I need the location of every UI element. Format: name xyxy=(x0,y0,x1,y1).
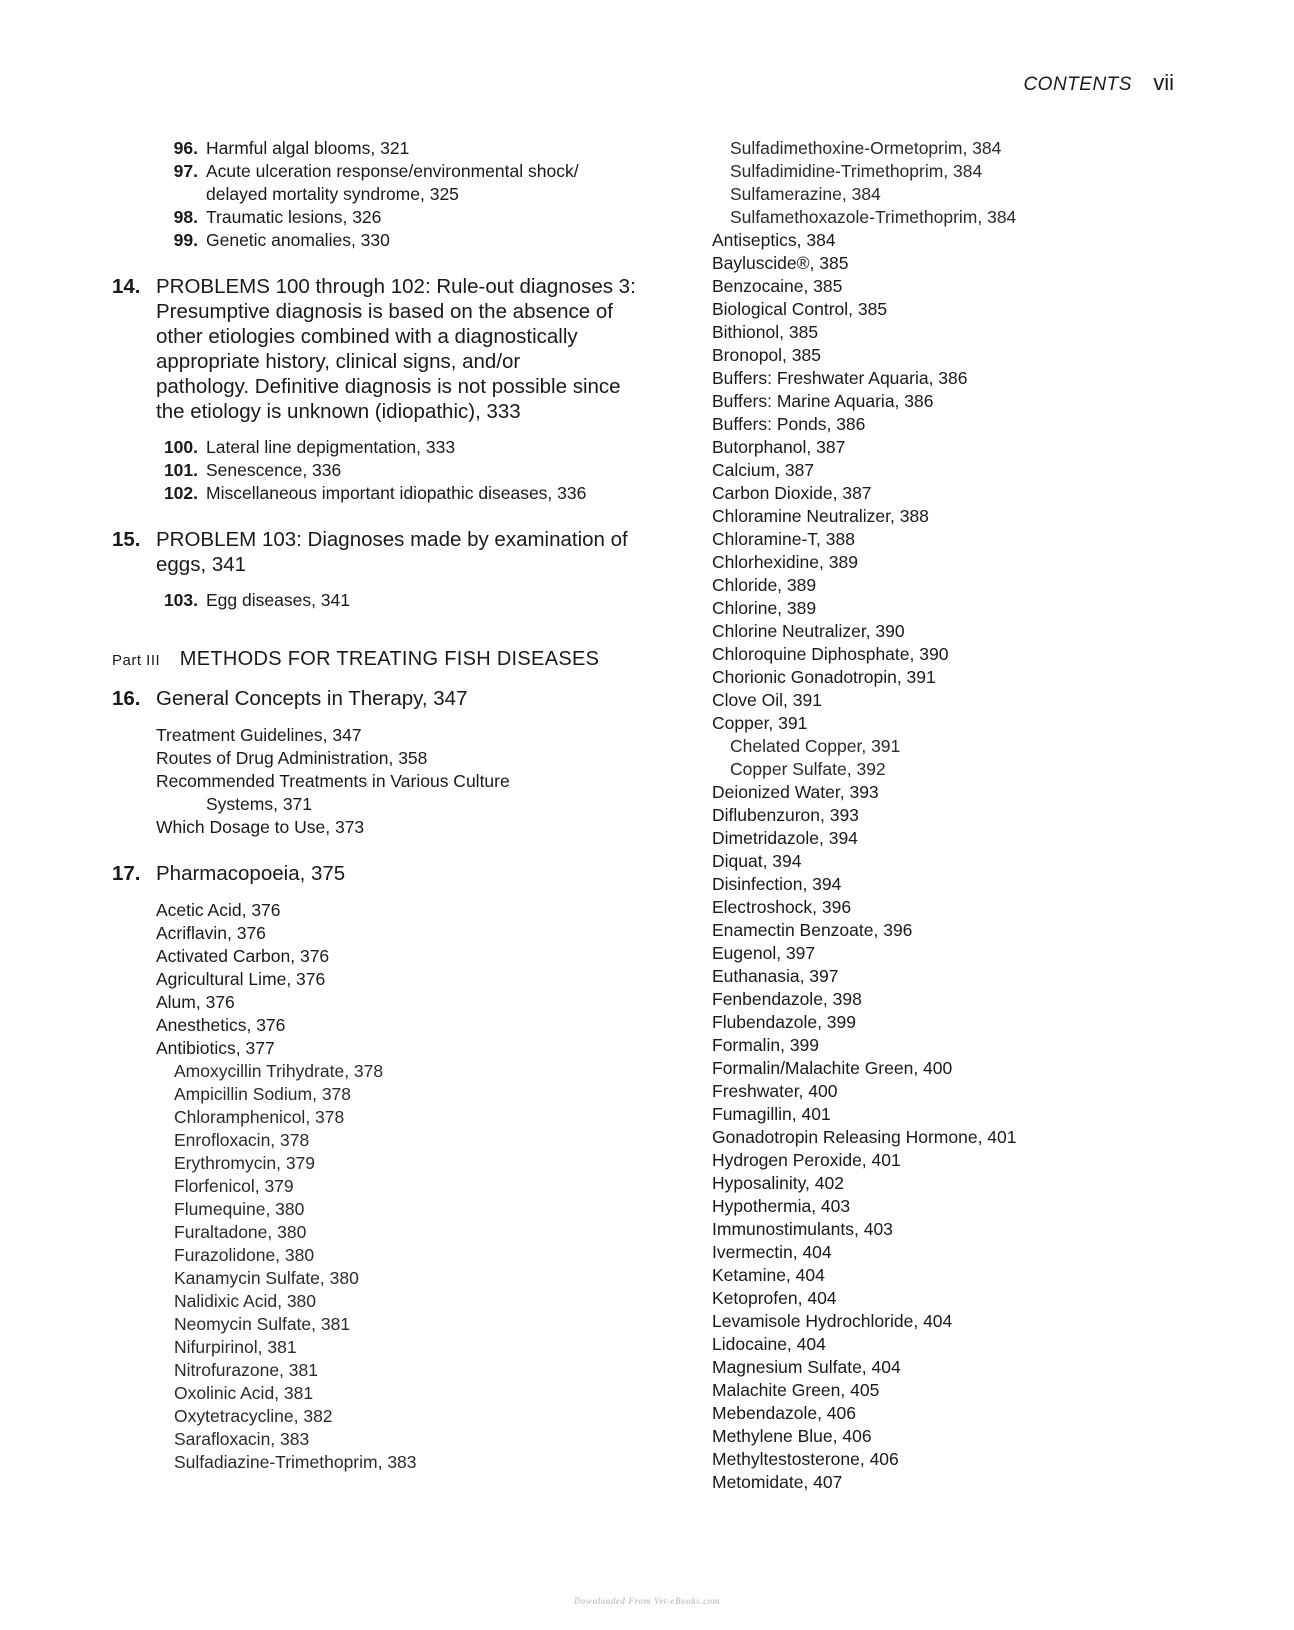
problem-number: 100. xyxy=(163,437,198,457)
chapter-title: General Concepts in Therapy, 347 xyxy=(156,687,468,710)
page-number: vii xyxy=(1153,70,1174,95)
toc-entry: Biological Control, 385 xyxy=(712,299,888,319)
problem-title: Egg diseases, 341 xyxy=(206,590,350,610)
title-line: other etiologies combined with a diagnostically xyxy=(156,325,578,348)
problem-title: delayed mortality syndrome, 325 xyxy=(206,184,459,204)
toc-subentry: Nifurpirinol, 381 xyxy=(174,1337,297,1357)
toc-entry: Disinfection, 394 xyxy=(712,874,842,894)
toc-entry: Metomidate, 407 xyxy=(712,1472,843,1492)
left-column xyxy=(112,137,652,1474)
toc-entry: Antibiotics, 377 xyxy=(156,1038,275,1058)
chapter-14 xyxy=(112,274,652,424)
toc-entry: Recommended Treatments in Various Culture xyxy=(156,771,510,791)
problem-title: Acute ulceration response/environmental shock/ xyxy=(206,161,579,181)
toc-subentry: Florfenicol, 379 xyxy=(174,1176,294,1196)
toc-entry: Bronopol, 385 xyxy=(712,345,821,365)
toc-subentry: Chloramphenicol, 378 xyxy=(174,1107,345,1127)
problem-title: Harmful algal blooms, 321 xyxy=(206,138,410,158)
toc-entry: Chlorine, 389 xyxy=(712,598,817,618)
toc-entry: Flubendazole, 399 xyxy=(712,1012,856,1032)
toc-subentry: Flumequine, 380 xyxy=(174,1199,305,1219)
toc-entry: Diquat, 394 xyxy=(712,851,802,871)
toc-entry: Bithionol, 385 xyxy=(712,322,819,342)
toc-subentry: Sarafloxacin, 383 xyxy=(174,1429,310,1449)
toc-entry: Malachite Green, 405 xyxy=(712,1380,880,1400)
toc-subentry: Copper Sulfate, 392 xyxy=(730,759,886,779)
entry-list xyxy=(112,724,652,839)
chapter-number: 16. xyxy=(112,687,141,710)
toc-entry: Hyposalinity, 402 xyxy=(712,1173,844,1193)
right-column xyxy=(712,137,1182,1494)
problem-number: 98. xyxy=(173,207,198,227)
toc-subentry: Amoxycillin Trihydrate, 378 xyxy=(174,1061,384,1081)
toc-subentry: Oxytetracycline, 382 xyxy=(174,1406,333,1426)
toc-entry: Euthanasia, 397 xyxy=(712,966,839,986)
toc-subentry: Neomycin Sulfate, 381 xyxy=(174,1314,351,1334)
toc-entry: Lidocaine, 404 xyxy=(712,1334,826,1354)
problem-title: Traumatic lesions, 326 xyxy=(206,207,382,227)
entry-list xyxy=(112,899,652,1474)
toc-subentry: Sulfadimethoxine-Ormetoprim, 384 xyxy=(730,138,1002,158)
toc-entry: Methyltestosterone, 406 xyxy=(712,1449,899,1469)
toc-entry: Formalin, 399 xyxy=(712,1035,819,1055)
toc-entry: Benzocaine, 385 xyxy=(712,276,843,296)
toc-entry: Buffers: Freshwater Aquaria, 386 xyxy=(712,368,968,388)
toc-entry: Eugenol, 397 xyxy=(712,943,816,963)
toc-subentry: Enrofloxacin, 378 xyxy=(174,1130,310,1150)
toc-entry: Calcium, 387 xyxy=(712,460,815,480)
chapter-number: 17. xyxy=(112,862,141,885)
chapter-title: Pharmacopoeia, 375 xyxy=(156,862,346,885)
problem-list xyxy=(112,589,652,612)
toc-entry: Ketamine, 404 xyxy=(712,1265,825,1285)
toc-entry: Treatment Guidelines, 347 xyxy=(156,725,362,745)
toc-subentry: Nitrofurazone, 381 xyxy=(174,1360,318,1380)
toc-entry: Chlorhexidine, 389 xyxy=(712,552,858,572)
toc-subentry: Ampicillin Sodium, 378 xyxy=(174,1084,352,1104)
toc-entry: Enamectin Benzoate, 396 xyxy=(712,920,913,940)
toc-subentry: Kanamycin Sulfate, 380 xyxy=(174,1268,359,1288)
chapter-number: 14. xyxy=(112,275,141,298)
toc-entry: Agricultural Lime, 376 xyxy=(156,969,326,989)
title-line: pathology. Definitive diagnosis is not possible since xyxy=(156,375,621,398)
toc-entry: Dimetridazole, 394 xyxy=(712,828,858,848)
toc-entry: Levamisole Hydrochloride, 404 xyxy=(712,1311,953,1331)
toc-subentry: Sulfamerazine, 384 xyxy=(730,184,881,204)
toc-entry: Copper, 391 xyxy=(712,713,808,733)
toc-subentry: Erythromycin, 379 xyxy=(174,1153,316,1173)
toc-entry: Buffers: Ponds, 386 xyxy=(712,414,866,434)
toc-entry: Immunostimulants, 403 xyxy=(712,1219,893,1239)
toc-entry: Mebendazole, 406 xyxy=(712,1403,856,1423)
problem-item xyxy=(112,436,652,459)
title-line: PROBLEM 103: Diagnoses made by examination of xyxy=(156,528,628,551)
toc-entry: Clove Oil, 391 xyxy=(712,690,822,710)
toc-entry: Butorphanol, 387 xyxy=(712,437,846,457)
problem-item xyxy=(112,183,652,206)
toc-entry: Hydrogen Peroxide, 401 xyxy=(712,1150,901,1170)
title-line: appropriate history, clinical signs, and/or xyxy=(156,350,521,373)
problem-number: 103. xyxy=(163,590,198,610)
problem-number: 97. xyxy=(173,161,198,181)
title-line: Presumptive diagnosis is based on the absence of xyxy=(156,300,613,323)
toc-entry: Electroshock, 396 xyxy=(712,897,852,917)
part-heading xyxy=(112,646,652,674)
toc-entry: Chloride, 389 xyxy=(712,575,817,595)
toc-entry: Systems, 371 xyxy=(206,794,313,814)
problem-item xyxy=(112,160,652,183)
toc-subentry: Sulfamethoxazole-Trimethoprim, 384 xyxy=(730,207,1017,227)
chapter-title xyxy=(156,527,628,577)
problem-item xyxy=(112,482,652,505)
running-head xyxy=(1023,70,1174,96)
toc-subentry: Sulfadiazine-Trimethoprim, 383 xyxy=(174,1452,417,1472)
toc-subentry: Nalidixic Acid, 380 xyxy=(174,1291,317,1311)
toc-entry: Buffers: Marine Aquaria, 386 xyxy=(712,391,934,411)
watermark: Downloaded From Vet-eBooks.com xyxy=(573,1596,721,1606)
problem-title: Miscellaneous important idiopathic diseases, 336 xyxy=(206,483,587,503)
toc-entry: Magnesium Sulfate, 404 xyxy=(712,1357,901,1377)
toc-subentry: Chelated Copper, 391 xyxy=(730,736,901,756)
toc-entry: Bayluscide®, 385 xyxy=(712,253,849,273)
toc-entry: Alum, 376 xyxy=(156,992,235,1012)
problem-item xyxy=(112,206,652,229)
toc-entry: Carbon Dioxide, 387 xyxy=(712,483,872,503)
toc-entry: Hypothermia, 403 xyxy=(712,1196,851,1216)
chapter-15 xyxy=(112,527,652,577)
problem-title: Lateral line depigmentation, 333 xyxy=(206,437,456,457)
problem-number xyxy=(112,183,206,206)
toc-entry: Acetic Acid, 376 xyxy=(156,900,281,920)
toc-subentry: Oxolinic Acid, 381 xyxy=(174,1383,314,1403)
chapter-number: 15. xyxy=(112,528,141,551)
toc-entry: Acriflavin, 376 xyxy=(156,923,266,943)
toc-entry: Activated Carbon, 376 xyxy=(156,946,330,966)
entry-list xyxy=(712,137,1182,1494)
toc-entry: Deionized Water, 393 xyxy=(712,782,879,802)
toc-entry: Formalin/Malachite Green, 400 xyxy=(712,1058,953,1078)
title-line: eggs, 341 xyxy=(156,553,247,576)
problem-number: 99. xyxy=(173,230,198,250)
problem-number: 102. xyxy=(163,483,198,503)
toc-entry: Chloroquine Diphosphate, 390 xyxy=(712,644,949,664)
title-line: PROBLEMS 100 through 102: Rule-out diagnoses 3: xyxy=(156,275,636,298)
toc-entry: Anesthetics, 376 xyxy=(156,1015,286,1035)
toc-subentry: Furazolidone, 380 xyxy=(174,1245,315,1265)
problem-item xyxy=(112,589,652,612)
problem-number: 101. xyxy=(163,460,198,480)
toc-entry: Fumagillin, 401 xyxy=(712,1104,831,1124)
toc-entry: Which Dosage to Use, 373 xyxy=(156,817,365,837)
toc-entry: Freshwater, 400 xyxy=(712,1081,838,1101)
problem-list xyxy=(112,436,652,505)
toc-entry: Chloramine-T, 388 xyxy=(712,529,855,549)
toc-entry: Chlorine Neutralizer, 390 xyxy=(712,621,905,641)
problem-title: Genetic anomalies, 330 xyxy=(206,230,390,250)
toc-entry: Chorionic Gonadotropin, 391 xyxy=(712,667,936,687)
part-label: Part III xyxy=(112,652,161,669)
running-head-label: CONTENTS xyxy=(1023,74,1132,95)
problem-number: 96. xyxy=(173,138,198,158)
problem-item xyxy=(112,137,652,160)
problem-item xyxy=(112,229,652,252)
toc-entry: Routes of Drug Administration, 358 xyxy=(156,748,428,768)
toc-entry: Fenbendazole, 398 xyxy=(712,989,862,1009)
toc-entry: Ketoprofen, 404 xyxy=(712,1288,837,1308)
problem-title: Senescence, 336 xyxy=(206,460,342,480)
toc-entry: Gonadotropin Releasing Hormone, 401 xyxy=(712,1127,1017,1147)
problem-list xyxy=(112,137,652,252)
title-line: the etiology is unknown (idiopathic), 333 xyxy=(156,400,521,423)
problem-item xyxy=(112,459,652,482)
toc-entry: Diflubenzuron, 393 xyxy=(712,805,859,825)
toc-entry: Antiseptics, 384 xyxy=(712,230,836,250)
part-title: METHODS FOR TREATING FISH DISEASES xyxy=(179,648,600,670)
toc-entry: Chloramine Neutralizer, 388 xyxy=(712,506,929,526)
chapter-16 xyxy=(112,686,652,712)
toc-subentry: Sulfadimidine-Trimethoprim, 384 xyxy=(730,161,983,181)
chapter-title xyxy=(156,274,636,424)
toc-entry: Ivermectin, 404 xyxy=(712,1242,832,1262)
toc-entry: Methylene Blue, 406 xyxy=(712,1426,872,1446)
chapter-17 xyxy=(112,861,652,887)
toc-subentry: Furaltadone, 380 xyxy=(174,1222,307,1242)
